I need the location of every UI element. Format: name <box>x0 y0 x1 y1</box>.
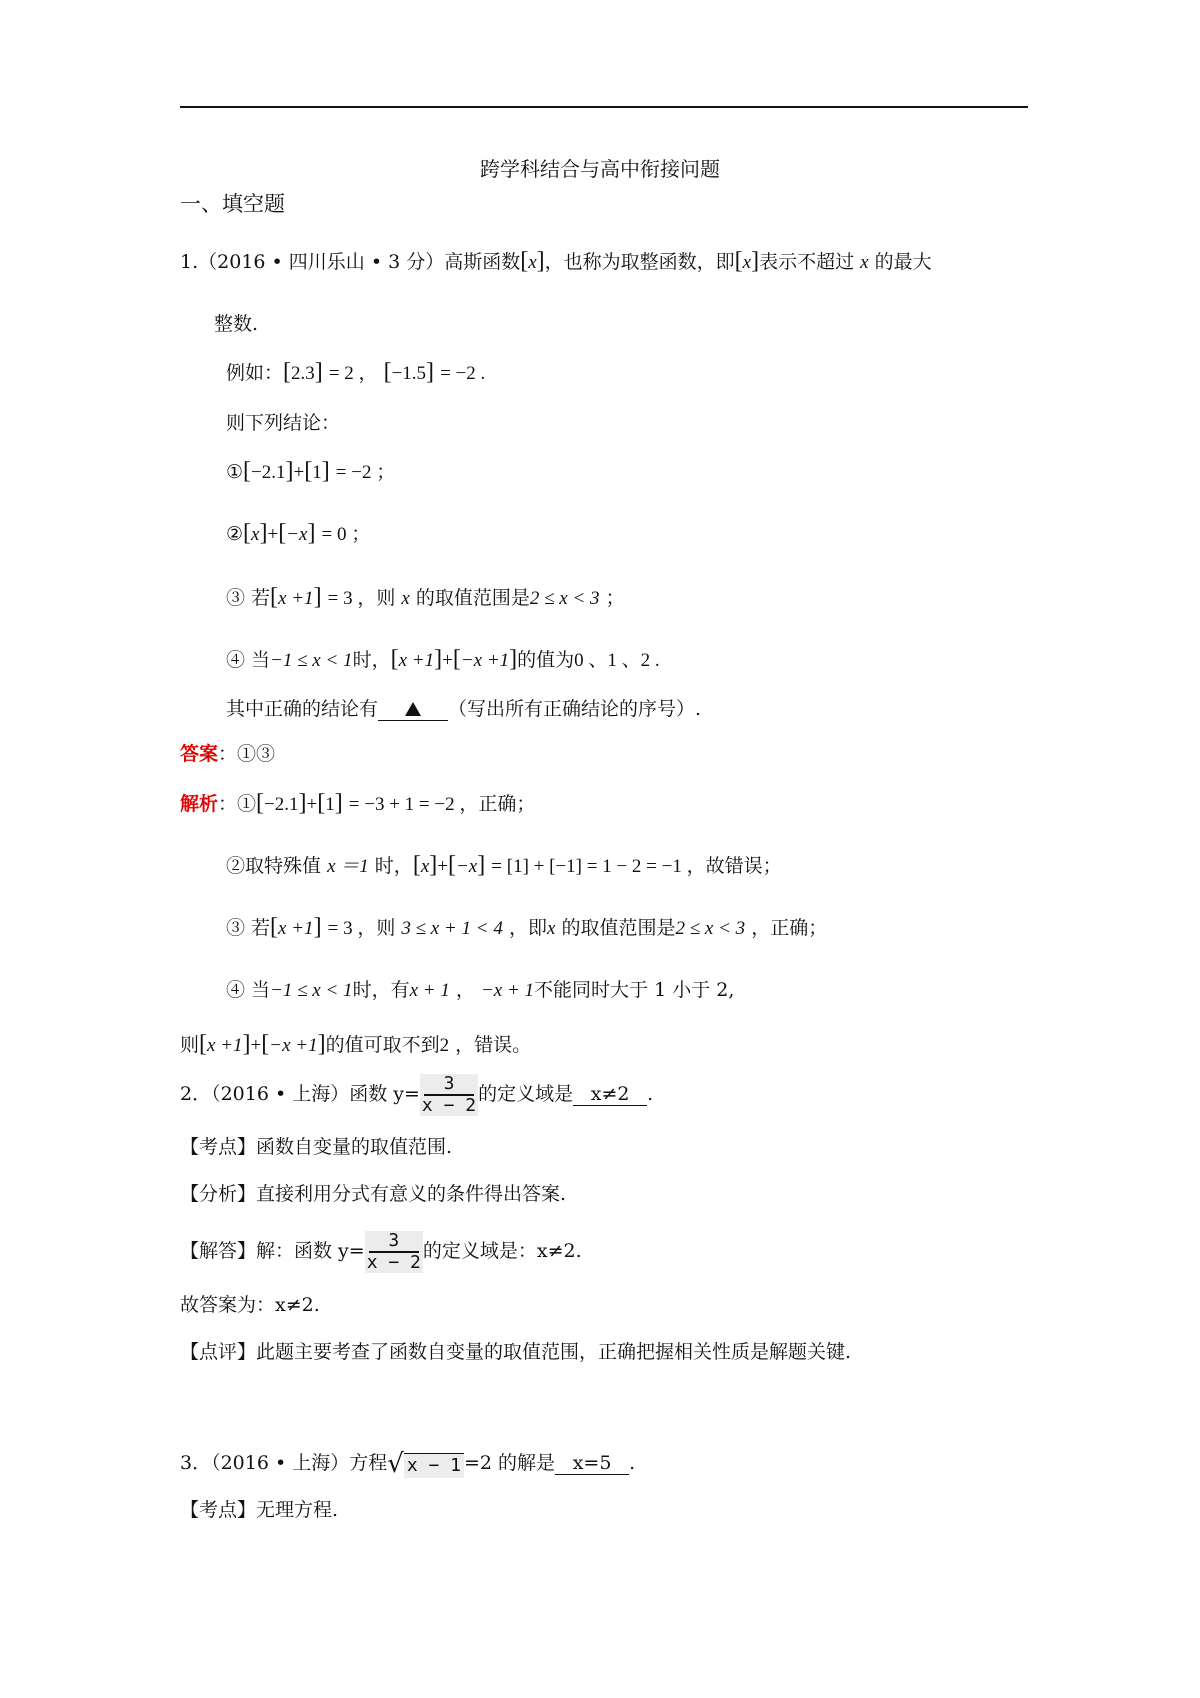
q1-analysis-4: ④ 当−1 ≤ x < 1时，有x + 1 ， −x + 1不能同时大于 1 小于 2, <box>226 979 735 1001</box>
q2-stem: 2．（2016 • 上海）函数 y= $\frac{3}{x - 2}$ 的定义域是 x≠2 . <box>180 1073 654 1116</box>
q1-conclusion-2: ②[x]+[−x] = 0 ； <box>226 520 371 546</box>
q2-answer-blank: x≠2 <box>573 1083 647 1106</box>
q1-analysis-1: 解析：①[−2.1]+[1] = −3 + 1 = −2 ，正确； <box>180 790 536 816</box>
section-heading: 一、填空题 <box>180 192 285 216</box>
q2-dianping: 【点评】此题主要考查了函数自变量的取值范围，正确把握相关性质是解题关键. <box>180 1341 852 1363</box>
q1-analysis-2: ②取特殊值 x ＝1 时，[x]+[−x] = [1] + [−1] = 1 − 2 = −1 ，故错误； <box>226 852 782 878</box>
q1-then: 则下列结论： <box>226 412 341 434</box>
fraction-image: $\frac{3}{x - 2}$ <box>366 1230 421 1273</box>
q2-kaodian: 【考点】函数自变量的取值范围. <box>180 1136 453 1158</box>
q1-example: 例如：[2.3] = 2 ， [−1.5] = −2 . <box>226 359 486 385</box>
triangle-icon <box>405 702 421 716</box>
fraction-image: $\frac{3}{x - 2}$ <box>421 1073 477 1116</box>
q2-jieda: 【解答】解：函数 y= $\frac{3}{x - 2}$ 的定义域是：x≠2. <box>180 1230 582 1273</box>
q2-final-answer: 故答案为：x≠2. <box>180 1294 320 1316</box>
q2-fenxi: 【分析】直接利用分式有意义的条件得出答案. <box>180 1183 567 1205</box>
q1-stem-cont: 整数. <box>214 313 259 335</box>
sqrt-image: √ x − 1 <box>387 1450 464 1478</box>
q1-answer: 答案：①③ <box>180 743 276 765</box>
q3-answer-blank: x=5 <box>555 1452 629 1475</box>
q1-conclusion-4: ④ 当−1 ≤ x < 1时，[x +1]+[−x +1]的值为0 、1 、2 . <box>226 646 660 672</box>
header-rule <box>180 106 1028 108</box>
q1-conclusion-1: ①[−2.1]+[1] = −2 ； <box>226 458 396 484</box>
q1-analysis-5: 则[x +1]+[−x +1]的值可取不到2 ，错误。 <box>180 1031 532 1057</box>
q3-stem: 3．（2016 • 上海）方程 √ x − 1 =2 的解是 x=5 . <box>180 1449 636 1479</box>
q1-stem: 1.（2016 • 四川乐山 • 3 分）高斯函数[x]，也称为取整函数，即[x]表示不超过 x 的最大 <box>180 248 932 274</box>
page-title: 跨学科结合与高中衔接问题 <box>480 157 720 181</box>
answer-blank <box>378 698 448 721</box>
q1-question: 其中正确的结论有 （写出所有正确结论的序号）. <box>226 698 702 720</box>
q1-analysis-3: ③ 若[x +1] = 3 ，则 3 ≤ x + 1 < 4 ，即x 的取值范围是2 ≤ x < 3 ，正确； <box>226 914 828 940</box>
q3-kaodian: 【考点】无理方程. <box>180 1499 339 1521</box>
q1-conclusion-3: ③ 若[x +1] = 3 ，则 x 的取值范围是2 ≤ x < 3 ； <box>226 584 625 610</box>
